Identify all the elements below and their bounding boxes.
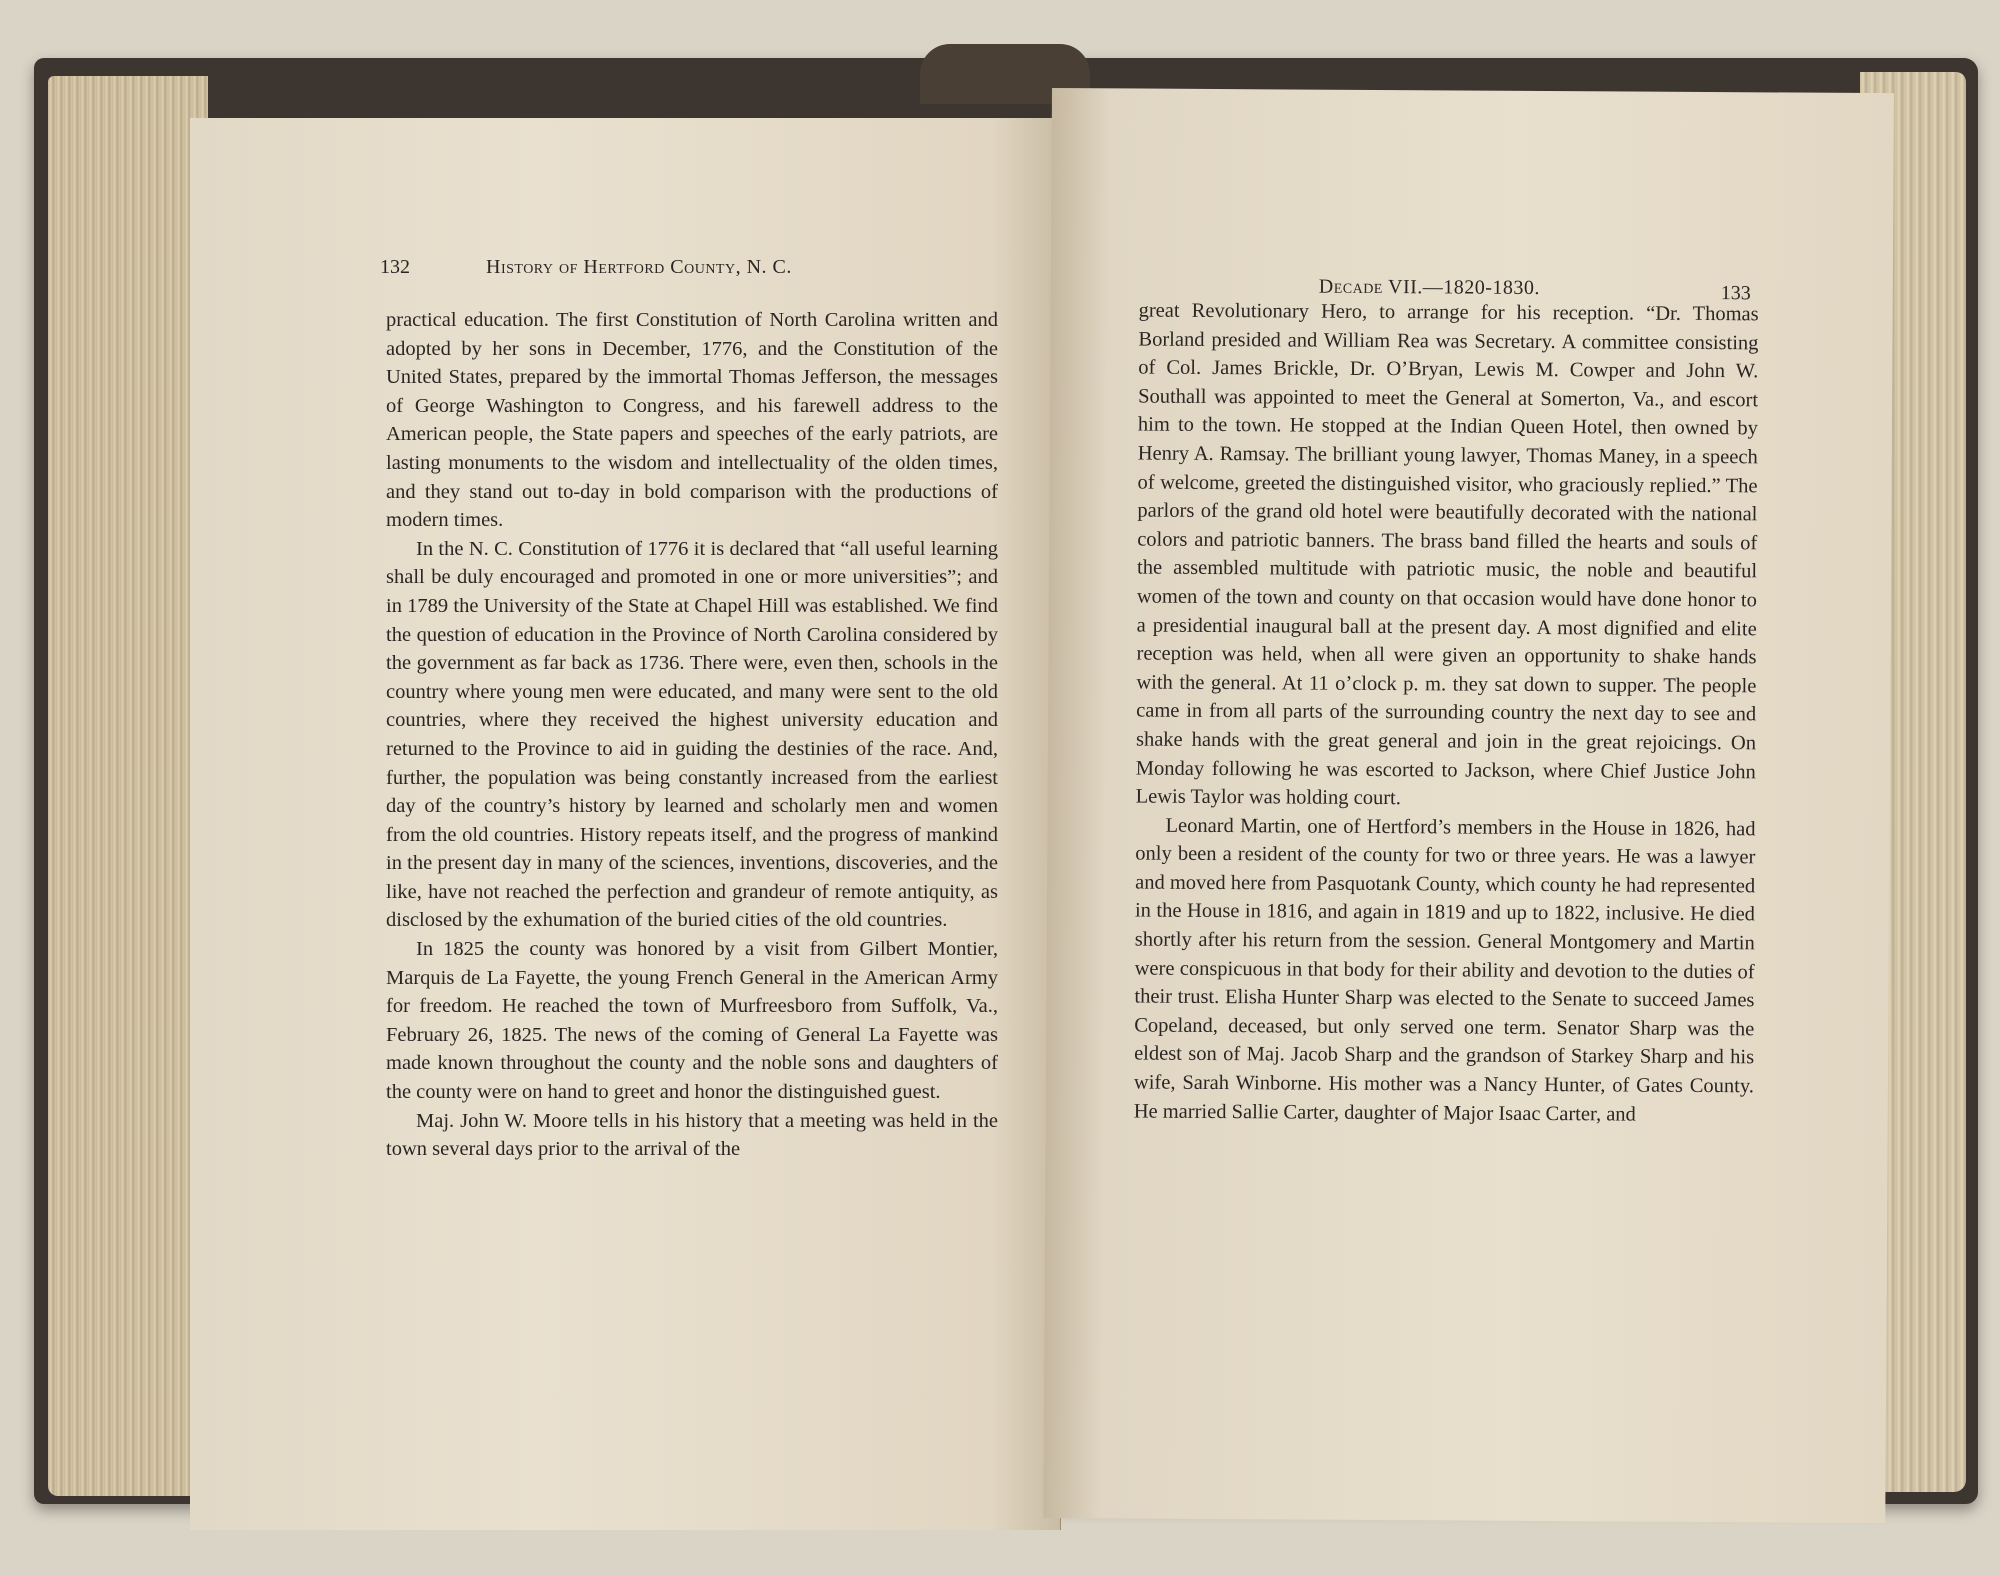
paragraph: In the N. C. Constitution of 1776 it is declared that “all useful learning shall be duly encouraged and promoted in one or more universities”; and in 1789 the University of the State at Chapel Hill was established. We find the question of education in the Province of North Carolina considered by the government as far back as 1736. There were, even then, schools in the country where young men were educated, and many were sent to the old countries, where they received the highest university education and returned to the Province to aid in guiding the destinies of the race. And, further, the population was being constantly increased from the earliest day of the country’s history by learned and scholarly men and women from the old countries. History repeats itself, and the progress of mankind in the present day in many of the sciences, inventions, discoveries, and the like, have not reached the perfection and grandeur of remote antiquity, as disclosed by the exhumation of the buried cities of the old countries. xyxy=(386,537,998,932)
paragraph: Leonard Martin, one of Hertford’s members in the House in 1826, had only been a resident of the county for two or three years. He was a lawyer and moved here from Pasquotank County, which county he had represented in the House in 1816, and again in 1819 and up to 1822, inclusive. He died shortly after his return from the session. General Montgomery and Martin were conspicuous in that body for their ability and devotion to the duties of their trust. Elisha Hunter Sharp was elected to the Senate to succeed James Copeland, deceased, but only served one term. Senator Sharp was the eldest son of Maj. Jacob Sharp and the grandson of Starkey Sharp and his wife, Sarah Winborne. His mother was a Nancy Hunter, of Gates County. He married Sallie Carter, daughter of Major Isaac Carter, and xyxy=(1133,814,1756,1126)
running-head: History of Hertford County, N. C. xyxy=(486,256,792,278)
paragraph: In 1825 the county was honored by a visit from Gilbert Montier, Marquis de La Fayette, the young French General in the American Army for freedom. He reached the town of Murfreesboro from Suffolk, Va., February 26, 1825. The news of the coming of General La Fayette was made known throughout the county and the noble sons and daughters of the county were on hand to greet and honor the distinguished guest. xyxy=(386,938,998,1104)
page-edges-left xyxy=(48,76,208,1496)
left-page xyxy=(190,118,1061,1530)
right-page-body xyxy=(1134,297,1759,1130)
left-page-body xyxy=(386,306,998,1164)
page-number: 133 xyxy=(1720,282,1751,305)
paragraph: Maj. John W. Moore tells in his history that a meeting was held in the town several days prior to the arrival of the xyxy=(386,1109,998,1161)
right-page xyxy=(1043,88,1894,1523)
paragraph: great Revolutionary Hero, to arrange for his reception. “Dr. Thomas Borland presided and William Rea was Secretary. A committee consisting of Col. James Brickle, Dr. O’Bryan, Lewis M. Cowper and John W. Southall was appointed to meet the General at Somerton, Va., and escort him to the town. He stopped at the Indian Queen Hotel, then owned by Henry A. Ramsay. The brilliant young lawyer, Thomas Maney, in a speech of welcome, greeted the distinguished visitor, who graciously replied.” The parlors of the grand old hotel were beautifully decorated with the national colors and patriotic banners. The brass band filled the hearts and souls of the assembled multitude with patriotic music, the noble and beautiful women of the town and county on that occasion would have done honor to a presidential inaugural ball at the present day. A most dignified and elite reception was held, when all were given an opportunity to shake hands with the general. At 11 o’clock p. m. they sat down to supper. The people came in from all parts of the surrounding country the next day to see and shake hands with the great general and join in the great rejoicings. On Monday following he was escorted to Jackson, where Chief Justice John Lewis Taylor was holding court. xyxy=(1135,299,1759,810)
running-head: Decade VII.—1820-1830. xyxy=(1318,275,1541,299)
paragraph: practical education. The first Constitution of North Carolina written and adopted by her sons in December, 1776, and the Constitution of the United States, prepared by the immortal Thomas Jefferson, the messages of George Washington to Congress, and his farewell address to the American people, the State papers and speeches of the early patriots, are lasting monuments to the wisdom and intellectuality of the olden times, and they stand out to-day in bold comparison with the productions of modern times. xyxy=(386,309,998,532)
page-number: 132 xyxy=(380,256,410,278)
